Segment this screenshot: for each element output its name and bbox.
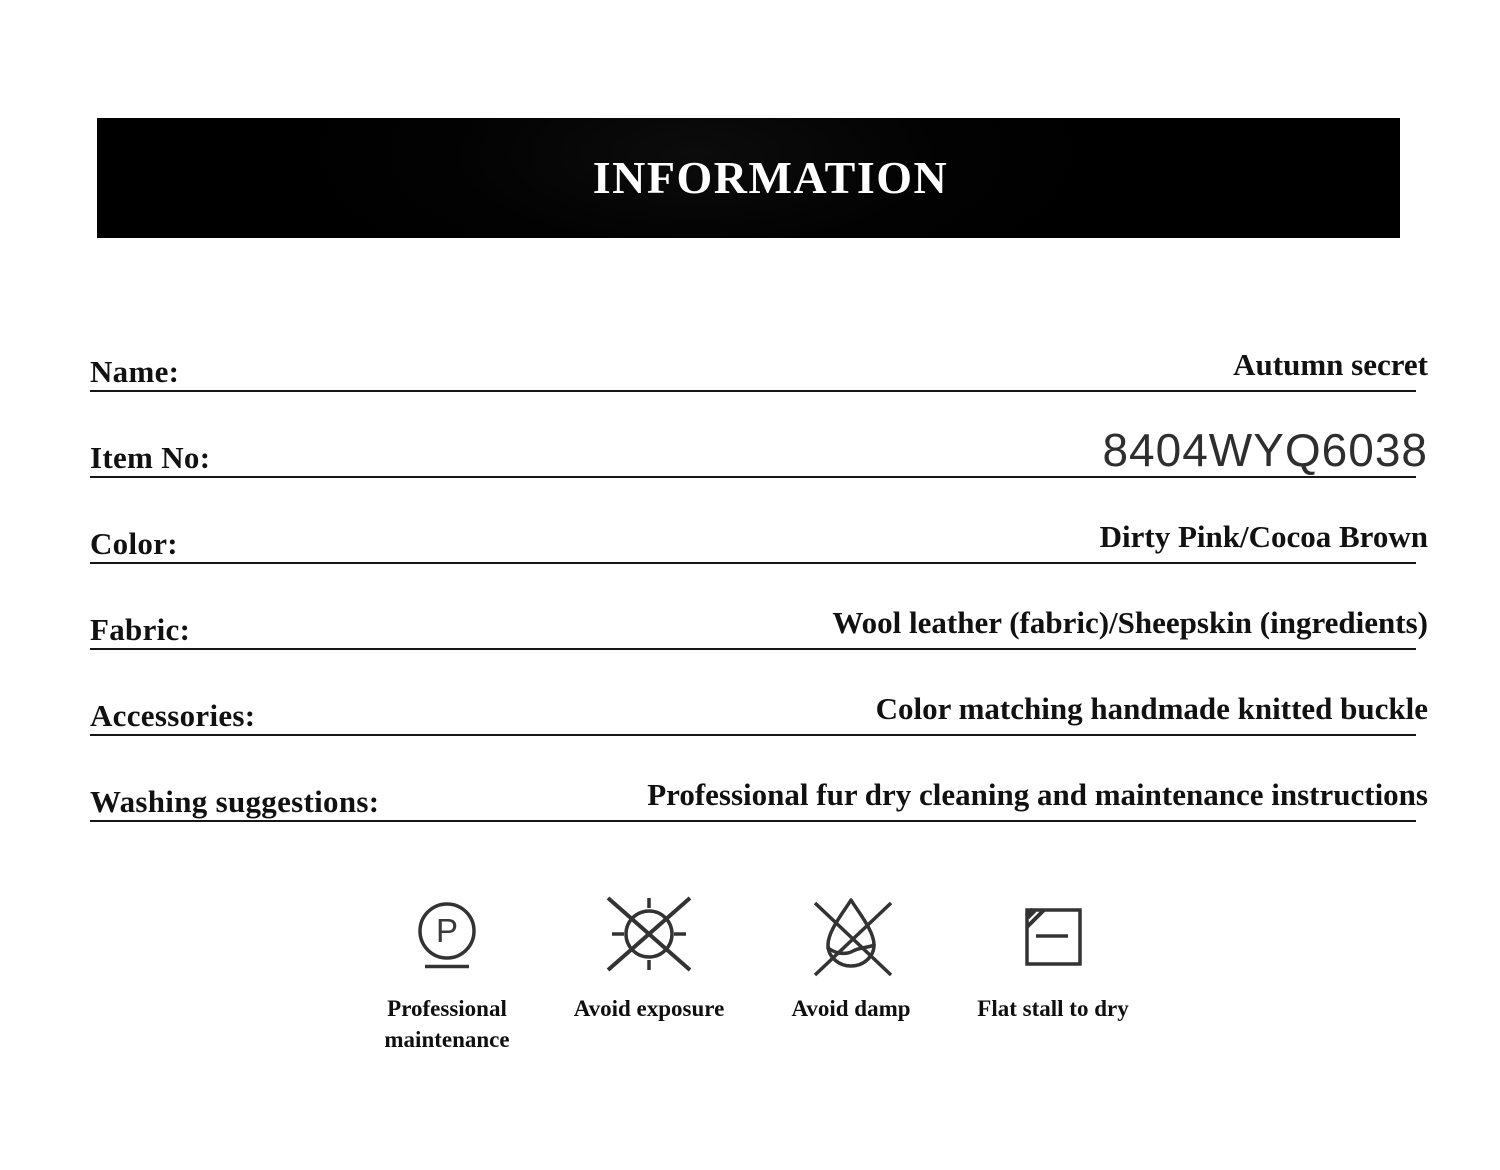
spec-row [90, 306, 1428, 392]
spec-row [90, 736, 1428, 822]
avoid-damp-icon [803, 893, 899, 979]
spec-label: Fabric: [90, 612, 191, 647]
spec-table [90, 306, 1428, 822]
spec-label: Item No: [90, 440, 211, 475]
spec-row [90, 478, 1428, 564]
care-item-flat-dry [952, 893, 1154, 1055]
care-label: Avoid exposure [573, 996, 725, 1021]
spec-row [90, 650, 1428, 736]
care-icons-section [87, 893, 1413, 1055]
information-banner [97, 118, 1400, 238]
spec-label: Washing suggestions: [90, 784, 380, 819]
care-label: Professional maintenance [384, 996, 510, 1053]
spec-value: Autumn secret [1233, 347, 1428, 382]
spec-value: Wool leather (fabric)/Sheepskin (ingredients) [832, 605, 1428, 640]
flat-dry-icon [1022, 893, 1084, 979]
spec-value: Color matching handmade knitted buckle [875, 691, 1428, 726]
spec-value: 8404WYQ6038 [1102, 424, 1428, 476]
care-label: Flat stall to dry [977, 996, 1129, 1021]
care-label: Avoid damp [791, 996, 911, 1021]
avoid-exposure-icon [603, 893, 695, 979]
spec-value: Professional fur dry cleaning and maintenance instructions [647, 777, 1428, 812]
banner-title: INFORMATION [592, 152, 949, 203]
spec-label: Name: [90, 354, 180, 389]
spec-label: Color: [90, 526, 178, 561]
spec-row [90, 392, 1428, 478]
care-item-avoid-damp [750, 893, 952, 1055]
spec-value: Dirty Pink/Cocoa Brown [1099, 519, 1428, 554]
spec-row [90, 564, 1428, 650]
professional-maintenance-icon [415, 893, 479, 979]
svg-text:P: P [435, 912, 459, 949]
spec-label: Accessories: [90, 698, 256, 733]
care-item-professional-maintenance [346, 893, 548, 1055]
care-item-avoid-exposure [548, 893, 750, 1055]
